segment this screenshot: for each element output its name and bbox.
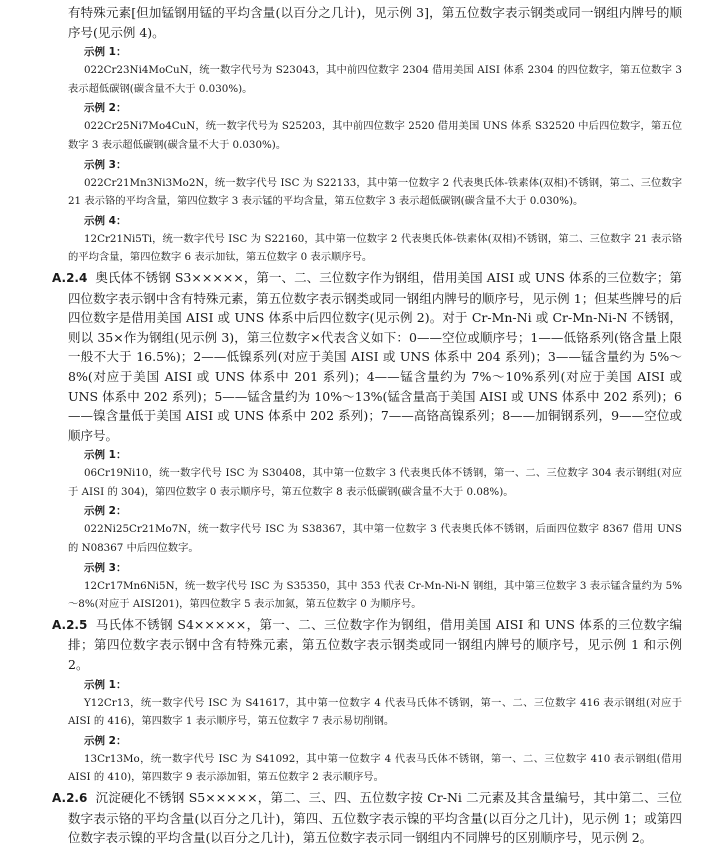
example-text: 022Cr23Ni4MoCuN，统一数字代号为 S23043，其中前四位数字 2304 借用美国 AISI 体系 2304 的四位数字，第五位数字 3 表示超低碳钢(碳含量不大于 0.030%)。 [68, 64, 682, 95]
examples-austenitic [68, 446, 682, 614]
example-label: 示例 3： [84, 158, 127, 171]
example-label: 示例 2： [84, 102, 127, 115]
example-label: 示例 2： [84, 734, 127, 747]
example-text: 022Cr25Ni7Mo4CuN，统一数字代号为 S25203，其中前四位数字 2520 借用美国 UNS 体系 S32520 中后四位数字，第五位数字 3 表示超低碳钢(碳含量不大于 0.030%)。 [68, 120, 682, 151]
example-text: 13Cr13Mo，统一数字代号 ISC 为 S41092，其中第一位数字 4 代表马氏体不锈钢，第一、二、三位数字 410 表示钢组(借用 AISI 的 410)，第四数字 9 表示添加钼，第五位数字 2 表示顺序号。 [68, 752, 682, 784]
section-number: A.2.5 [52, 617, 88, 632]
example-label: 示例 2： [84, 505, 127, 518]
example-text: Y12Cr13，统一数字代号 ISC 为 S41617，其中第一位数字 4 代表马氏体不锈钢，第一、二、三位数字 416 表示钢组(对应于 AISI 的 416)，第四数字 1 表示顺序号，第五位数字 7 表示易切削钢。 [68, 696, 682, 728]
section-number: A.2.6 [52, 791, 88, 805]
example-text: 12Cr21Ni5Ti，统一数字代号 ISC 为 S22160，其中第一位数字 2 代表奥氏体-铁素体(双相)不锈钢，第二、三位数字 21 表示铬的平均含量，第四位数字 6 表示加钛，第五位数字 0 表示顺序号。 [68, 232, 682, 264]
section-a24 [52, 268, 682, 445]
example-label: 示例 1： [84, 46, 127, 59]
example-label: 示例 4： [84, 214, 127, 227]
examples-martensitic [68, 676, 682, 787]
example-label: 示例 1： [84, 449, 127, 462]
section-text: 沉淀硬化不锈钢 S5×××××，第二、三、四、五位数字按 Cr-Ni 二元素及其含量编号，其中第二、三位数字表示铬的平均含量(以百分之几计)，第四、五位数字表示镍的平均含量(以百分之几计)，见示例 1；或第四位数字表示镍的平均含量(以百分之几计)，第五位数字表示同一钢组内不同牌号的区别顺序号，见示例 2。 [68, 790, 682, 846]
section-text: 马氏体不锈钢 S4×××××，第一、二、三位数字作为钢组，借用美国 AISI 和 UNS 体系的三位数字编排；第四位数字表示钢中含有特殊元素，第五位数字表示钢类或同一钢组内牌号的顺序号，见示例 1 和示例 2。 [68, 616, 682, 673]
section-a25 [52, 615, 682, 675]
examples-duplex [68, 43, 682, 267]
section-text: 奥氏体不锈钢 S3×××××，第一、二、三位数字作为钢组，借用美国 AISI 或 UNS 体系的三位数字；第四位数字表示钢中含有特殊元素，第五位数字表示钢类或同一钢组内牌号的顺序号，见示例 1；但某些牌号的后四位数字是借用美国 AISI 或 UNS 体系中后四位数字(见示例 2)。对于 Cr-Mn-Ni 或 Cr-Mn-Ni-N 不锈钢，则以 35×作为钢组(见示例 3)，第三位数字×代表含义如下：0——空位或顺序号；1——低铬系列(铬含量上限一般不大于 16.5%)；2——低镍系列(对应于美国 AISI 或 UNS 体系中 204 系列)；3——锰含量约为 5%～8%(对应于美国 AISI 或 UNS 体系中 201 系列)；4——锰含量约为 7%～10%系列(对应于美国 AISI 或 UNS 体系中 202 系列)；5——锰含量约为 10%～13%(锰含量高于美国 AISI 或 UNS 体系中 202 系列)；6——镍含量低于美国 AISI 或 UNS 体系中 202 系列)；7——高铬高镍系列；8——加铜钢系列，9——空位或顺序号。 [68, 269, 682, 443]
example-text: 022Ni25Cr21Mo7N，统一数字代号 ISC 为 S38367，其中第一位数字 3 代表奥氏体不锈钢，后面四位数字 8367 借用 UNS 的 N08367 中后四位数字。 [68, 523, 682, 555]
example-label: 示例 1： [84, 678, 127, 691]
section-a26 [52, 788, 682, 848]
section-number: A.2.4 [52, 270, 88, 285]
example-text: 06Cr19Ni10，统一数字代号 ISC 为 S30408，其中第一位数字 3 代表奥氏体不锈钢，第一、二、三位数字 304 表示钢组(对应于 AISI 的 304)，第四位数字 0 表示顺序号，第五位数字 8 表示低碳钢(碳含量不大于 0.08%)。 [68, 467, 682, 498]
intro-paragraph: 有特殊元素[但加锰钢用锰的平均含量(以百分之几计)，见示例 3]，第五位数字表示钢类或同一钢组内牌号的顺序号(见示例 4)。 [68, 5, 682, 40]
example-text: 022Cr21Mn3Ni3Mo2N，统一数字代号 ISC 为 S22133，其中第一位数字 2 代表奥氏体-铁素体(双相)不锈钢，第二、三位数字 21 表示铬的平均含量，第四位数字 3 表示锰的平均含量，第五位数字 3 表示超低碳钢(碳含量不大于 0.030%)。 [68, 176, 682, 208]
example-text: 12Cr17Mn6Ni5N，统一数字代号 ISC 为 S35350，其中 353 代表 Cr-Mn-Ni-N 钢组，其中第三位数字 3 表示锰含量约为 5%～8%(对应于 AISI201)，第四位数字 5 表示加氮，第五位数字 0 为顺序号。 [68, 579, 682, 611]
example-label: 示例 3： [84, 561, 127, 574]
